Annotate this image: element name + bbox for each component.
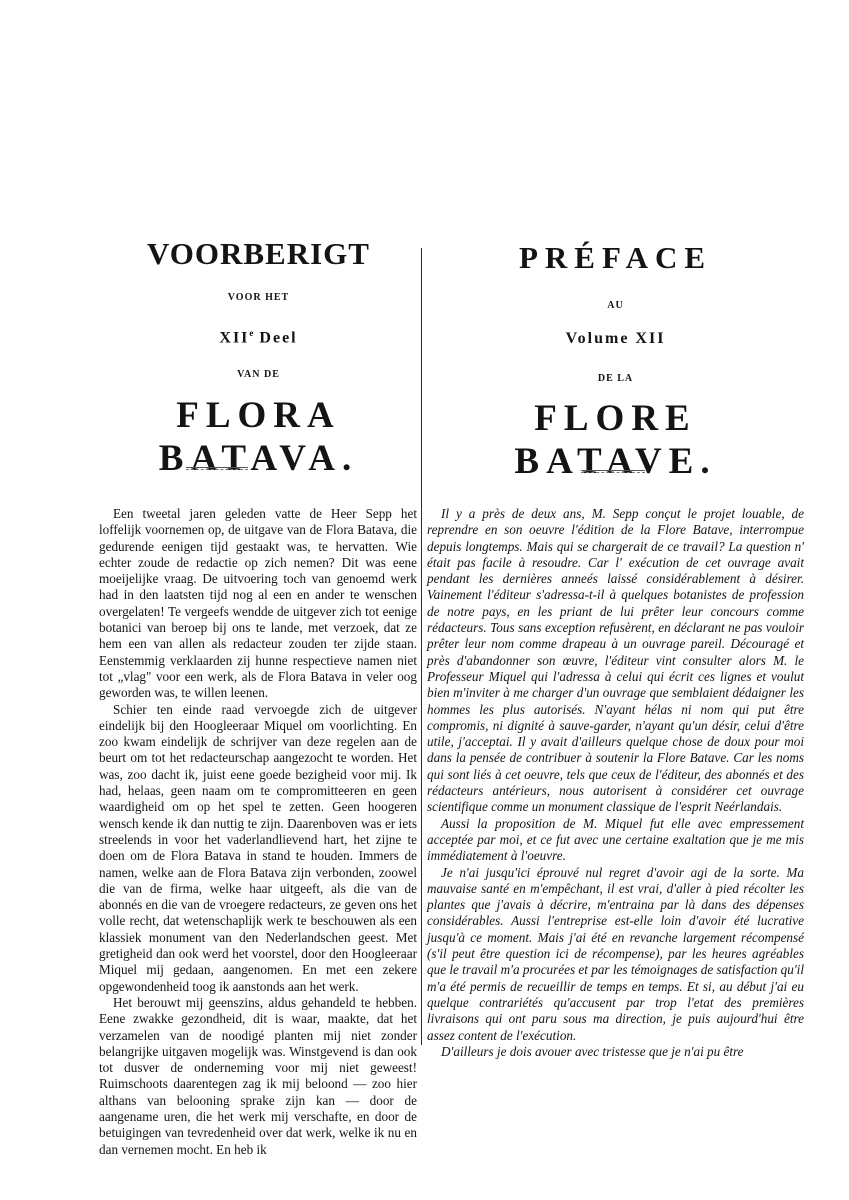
dutch-title: VOORBERIGT [147, 236, 370, 271]
dutch-deel-heading [99, 328, 418, 347]
french-ornament-rule [581, 470, 645, 472]
deel-number: XII [219, 329, 250, 347]
french-paragraph: Il y a près de deux ans, M. Sepp conçut le projet louable, de reprendre en son oeuvre l'édition de la Flore Batave, interrompue depuis longtemps. Mais qui se chargerait de ce travail? La question n' était pas facile à resoudre. Car l' exécution de cet ouvrage avait pendant les dernières anneés laissé considérablement à désirer. Vainement l'éditeur s'adressa-t-il à quelques botanistes de profession de notre pays, en les priant de lui prêter leur concours comme rédacteurs. Tous sans exception refusèrent, en déclarant ne pas vouloir prêter leur nom comme drapeau à un ouvrage pareil. Découragé et près d'abandonner son œuvre, l'éditeur vint consulter alors M. le Professeur Miquel qui l'adressa à celui qui écrit ces lignes et voulut bien m'inviter à me charger d'un ouvrage que semblaient dédaigner les hommes les plus autorisés. N'ayant hélas ni nom qui put être compromis, ni dignité à sauve-garder, n'ayant qu'un désir, celui d'être utile, j'acceptai. Il y avait d'ailleurs quelque chose de doux pour moi dans la pensée de contribuer à soutenir la Flore Batave. Car les noms qui sont liés à cet oeuvre, tels que ceux de l'éditeur, des abonnés et des rédacteurs antérieurs, nous autorisent à considérer cet ouvrage scientifique comme un monument classique de l'esprit Neérlandais. [427, 506, 804, 815]
french-paragraph: Aussi la proposition de M. Miquel fut elle avec empressement acceptée par moi, et ce fut avec une certaine exaltation que je me mis immédiatement à l'oeuvre. [427, 815, 804, 864]
french-flore-title: FLORE BATAVE. [514, 398, 717, 482]
french-volume: Volume XII [565, 330, 666, 347]
dutch-paragraph: Een tweetal jaren geleden vatte de Heer Sepp het loffelijk voornemen op, de uitgave van de Flora Batava, die gedurende eenigen tijd gestaakt was, te hervatten. Wie echter zoude de redactie op zich nemen? Dit was eene moeijelijke vraag. De uitvoering toch van genoemd werk had in den laatsten tijd nog al een en ander te wenschen overgelaten! Te vergeefs wendde de uitgever zich tot eenige botanici van beroep bij ons te lande, met verzoek, dat ze hem een van allen als redacteur zouden ter zijde staan. Eenstemmig verklaarden zij hunne respectieve namen niet tot „vlag" voor een werk, als de Flora Batava in veler oog geworden was, te willen leenen. [99, 506, 417, 701]
dutch-ornament-rule [186, 467, 248, 469]
french-paragraph: Je n'ai jusqu'ici éprouvé nul regret d'avoir agi de la sorte. Ma mauvaise santé en m'empêchant, il est vrai, d'aller à pied récolter les plantes que j'avais à décrire, m'entraina par là dans des dépenses considérables. Aussi l'entreprise est-elle loin d'avoir été lucrative jusqu'à ce moment. Mais j'ai été en revanche largement récompensé (s'il peut être question ici de récompense), par les heures agréables que le travail m'a procurées et par les témoignages de satisfaction qu'il m'a été permis de recueillir de temps en temps. Et si, au début j'ai eu quelque contrariétés qu'accusent par trop l'etat des premières livraisons qui ont paru sous ma direction, je puis aujourd'hui être assez content de l'exécution. [427, 864, 804, 1043]
french-body-text [427, 506, 804, 1060]
dutch-body-text [99, 506, 417, 1158]
deel-superscript: e [249, 328, 254, 338]
french-title: PRÉFACE [518, 240, 713, 275]
dutch-voor-het: VOOR HET [227, 292, 290, 303]
french-de-la: DE LA [597, 373, 634, 384]
dutch-flora-title: FLORA BATAVA. [158, 395, 359, 479]
dutch-paragraph: Het berouwt mij geenszins, aldus gehandeld te hebben. Eene zwakke gezondheid, dit is waar, maakte, dat het verzamelen van de noodigé planten mij niet zonder belangrijke uitgaven mogelijk was. Winstgevend is dan ook tot dusver de onderneming voor mij niet geweest! Ruimschoots daarentegen zag ik mij beloond — zoo hier althans van belooning sprake zijn kan — door de aangename uren, die het werk mij verschafte, en door de betuigingen van tevredenheid over dat werk, welke ik nu en dan vernemen mocht. En heb ik [99, 994, 417, 1157]
french-au: AU [607, 300, 624, 311]
french-paragraph: D'ailleurs je dois avouer avec tristesse que je n'ai pu être [441, 1043, 744, 1059]
column-divider [421, 248, 422, 1045]
dutch-van-de: VAN DE [237, 369, 280, 380]
dutch-paragraph: Schier ten einde raad vervoegde zich de uitgever eindelijk bij den Hoogleeraar Miquel om voorlichting. En zoo kwam eindelijk de schrijver van deze regelen aan de beurt om tot het redacteurschap aangezocht te worden. Het was, zoo dacht ik, juist eene goede bezigheid voor mij. Ik had, helaas, geen naam om te compromitteeren en geen waardigheid om op het spel te zetten. Geen hoogeren wensch kende ik dan nuttig te zijn. Daarenboven was er iets streelends in voor het vaderlandlievend hart, het zijne te doen om de Flora Batava in stand te houden. Immers de namen, welke aan de Flora Batava zijn verbonden, zoowel die van de firma, welke haar uitgeeft, als die van de abonnés en die van de vroegere redacteurs, ze geven ons het volle recht, dat wetenschaplijk werk te beschouwen als een klassiek monument van den Nederlandschen geest. Met gretigheid dan ook werd het voorstel, door den Hoogleeraar Miquel mij gedaan, aangenomen. En met een zekere opgewondenheid toog ik aanstonds aan het werk. [99, 701, 417, 994]
deel-word: Deel [253, 329, 298, 347]
